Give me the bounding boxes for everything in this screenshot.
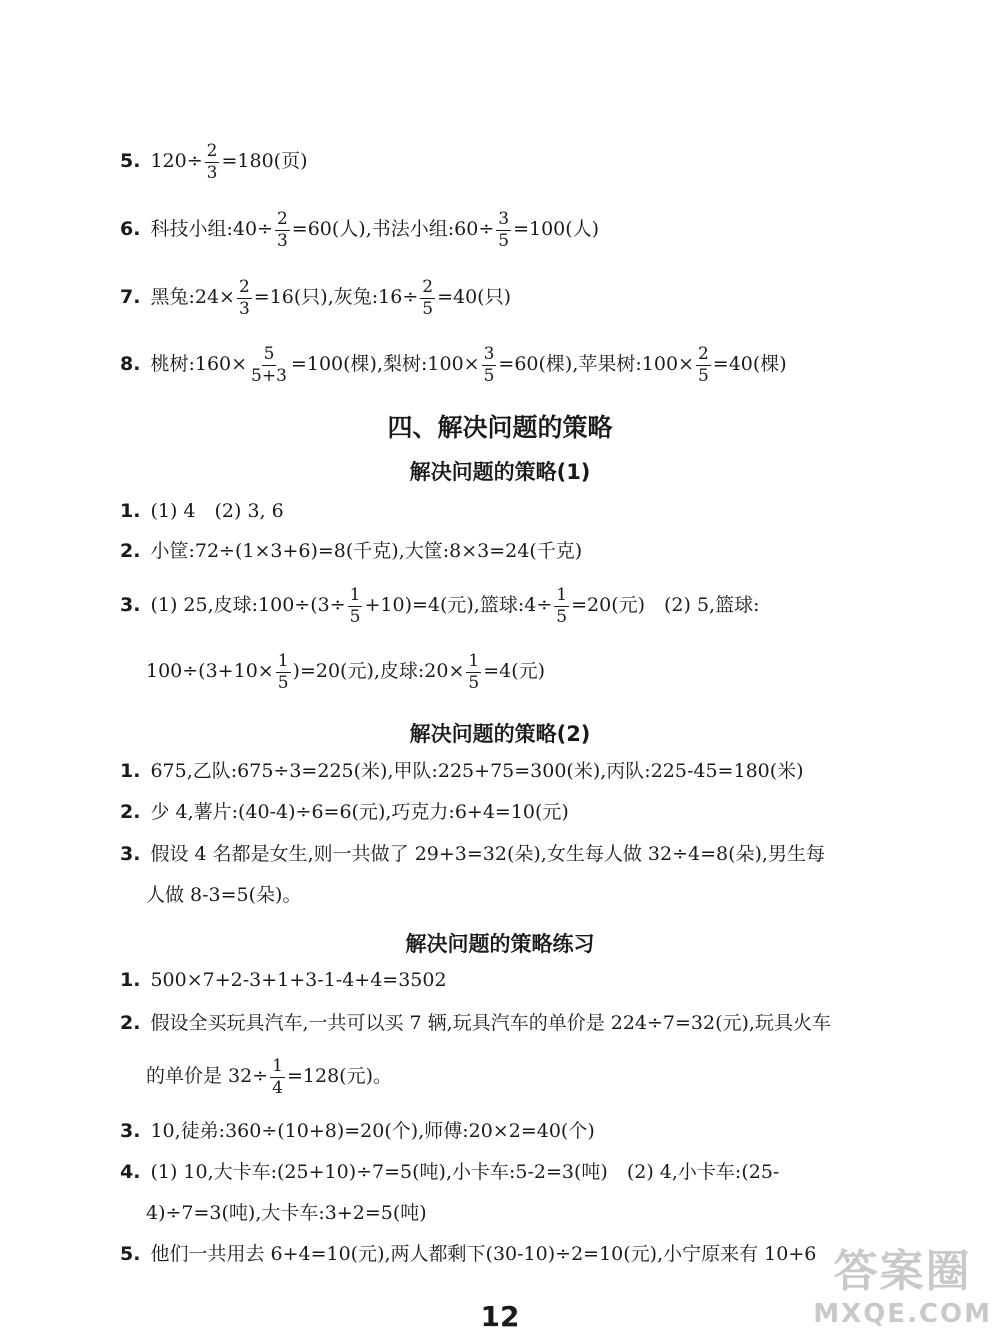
s3-answer-3: 3. 10,徒弟:360÷(10+8)=20(个),师傅:20×2=40(个)	[120, 1120, 595, 1142]
fraction: $\frac{2}{5}$	[697, 344, 709, 386]
item-number: 3.	[120, 594, 141, 617]
fraction: $\frac{2}{3}$	[238, 277, 250, 319]
item-number: 6.	[120, 218, 141, 241]
s3-answer-2-continued: 的单价是 32÷ $\frac{1}{4}$ =128(元)。	[146, 1056, 392, 1098]
s2-answer-3: 3. 假设 4 名都是女生,则一共做了 29+3=32(朵),女生每人做 32÷4=8(朵),男生每	[120, 843, 825, 865]
fraction: $\frac{1}{5}$	[468, 651, 480, 693]
s1-answer-3-continued: 100÷(3+10× $\frac{1}{5}$ )=20(元),皮球:20× $\frac{1}{5}$ =4(元)	[146, 651, 546, 693]
s3-answer-1: 1. 500×7+2-3+1+3-1-4+4=3502	[120, 969, 447, 991]
item-number: 2.	[120, 801, 141, 823]
item-number: 7.	[120, 286, 141, 309]
item-number: 3.	[120, 843, 141, 865]
fraction: $\frac{2}{3}$	[276, 209, 288, 251]
fraction: $\frac{1}{4}$	[272, 1056, 283, 1098]
page-number: 12	[480, 1300, 520, 1333]
item-number: 4.	[120, 1161, 141, 1183]
section-title-2: 解决问题的策略(2)	[409, 722, 591, 746]
item-number: 1.	[120, 760, 141, 782]
answer-7: 7. 黑兔:24× $\frac{2}{3}$ =16(只),灰兔:16÷ $\frac{2}{5}$ =40(只)	[120, 277, 512, 319]
item-number: 1.	[120, 500, 141, 522]
item-number: 8.	[120, 353, 141, 376]
answer-6: 6. 科技小组:40÷ $\frac{2}{3}$ =60(人),书法小组:60÷ $\frac{3}{5}$ =100(人)	[120, 209, 600, 251]
s2-answer-2: 2. 少 4,薯片:(40-4)÷6=6(元),巧克力:6+4=10(元)	[120, 801, 569, 823]
chapter-title: 四、解决问题的策略	[387, 413, 613, 442]
item-number: 3.	[120, 1120, 141, 1142]
fraction: $\frac{1}{5}$	[277, 651, 289, 693]
fraction: $\frac{1}{5}$	[349, 585, 361, 627]
fraction: $\frac{2}{5}$	[422, 277, 434, 319]
s3-answer-4: 4. (1) 10,大卡车:(25+10)÷7=5(吨),小卡车:5-2=3(吨) (2) 4,小卡车:(25-	[120, 1161, 780, 1183]
fraction: $\frac{3}{5}$	[498, 209, 510, 251]
item-number: 5.	[120, 150, 141, 173]
item-number: 1.	[120, 969, 141, 991]
section-title-1: 解决问题的策略(1)	[409, 460, 591, 484]
s2-answer-3-continued: 人做 8-3=5(朵)。	[146, 884, 302, 906]
item-number: 2.	[120, 540, 141, 562]
fraction: $\frac{5}{5+3}$	[251, 344, 287, 386]
s1-answer-1: 1. (1) 4 (2) 3, 6	[120, 500, 284, 522]
s1-answer-2: 2. 小筐:72÷(1×3+6)=8(千克),大筐:8×3=24(千克)	[120, 540, 583, 562]
s3-answer-4-continued: 4)÷7=3(吨),大卡车:3+2=5(吨)	[146, 1202, 427, 1224]
item-number: 5.	[120, 1243, 141, 1265]
answer-5: 5. 120÷ $\frac{2}{3}$ =180(页)	[120, 141, 308, 183]
s3-answer-2: 2. 假设全买玩具汽车,一共可以买 7 辆,玩具汽车的单价是 224÷7=32(元),玩具火车	[120, 1012, 831, 1034]
fraction: $\frac{3}{5}$	[483, 344, 495, 386]
item-number: 2.	[120, 1012, 141, 1034]
s3-answer-5: 5. 他们一共用去 6+4=10(元),两人都剩下(30-10)÷2=10(元),小宁原来有 10+6	[120, 1243, 817, 1265]
answer-8: 8. 桃树:160× $\frac{5}{5+3}$ =100(棵),梨树:100× $\frac{3}{5}$ =60(棵),苹果树:100× $\frac{2}{5}$ =40(棵)	[120, 344, 787, 386]
s1-answer-3: 3. (1) 25,皮球:100÷(3÷ $\frac{1}{5}$ +10)=4(元),篮球:4÷ $\frac{1}{5}$ =20(元) (2) 5,篮球:	[120, 585, 760, 627]
watermark-logo: 答案圈 MXQE.COM	[813, 1246, 992, 1329]
fraction: $\frac{2}{3}$	[206, 141, 218, 183]
fraction: $\frac{1}{5}$	[556, 585, 568, 627]
section-title-3: 解决问题的策略练习	[405, 932, 595, 956]
s2-answer-1: 1. 675,乙队:675÷3=225(米),甲队:225+75=300(米),丙队:225-45=180(米)	[120, 760, 804, 782]
